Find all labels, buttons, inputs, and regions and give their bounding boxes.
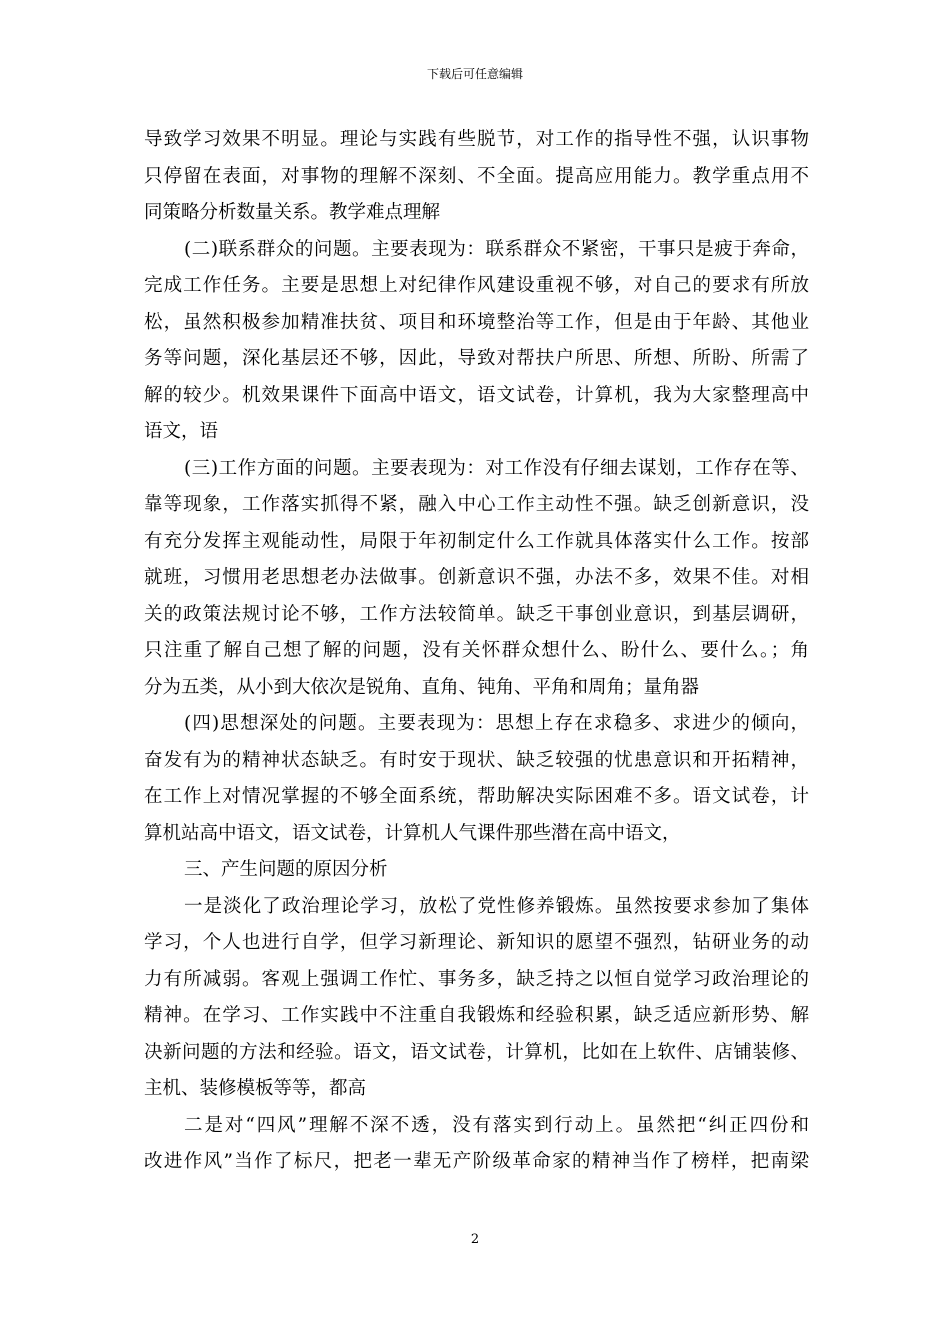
paragraph-line: 关的政策法规讨论不够，工作方法较简单。缺乏干事创业意识，到基层调研， <box>144 603 809 625</box>
document-body <box>144 122 809 1181</box>
paragraph-line: 力有所减弱。客观上强调工作忙、事务多，缺乏持之以恒自觉学习政治理论的 <box>144 968 809 990</box>
paragraph-line: 有充分发挥主观能动性，局限于年初制定什么工作就具体落实什么工作。按部 <box>144 530 809 552</box>
paragraph-first-line: 三、产生问题的原因分析 <box>184 859 388 880</box>
page-number: 2 <box>470 1232 480 1247</box>
paragraph-line: 同策略分析数量关系。教学难点理解 <box>144 202 441 223</box>
paragraph-line: 导致学习效果不明显。理论与实践有些脱节，对工作的指导性不强，认识事物 <box>144 129 809 150</box>
paragraph-line: 只停留在表面，对事物的理解不深刻、不全面。提高应用能力。教学重点用不 <box>144 165 809 187</box>
paragraph-line: 靠等现象，工作落实抓得不紧，融入中心工作主动性不强。缺乏创新意识，没 <box>144 494 809 515</box>
paragraph-line: 语文，语 <box>144 421 219 442</box>
paragraph-line: 精神。在学习、工作实践中不注重自我锻炼和经验积累，缺乏适应新形势、解 <box>144 1005 809 1026</box>
paragraph-line: 完成工作任务。主要是思想上对纪律作风建设重视不够，对自己的要求有所放 <box>144 275 809 296</box>
paragraph-line: 改进作风”当作了标尺，把老一辈无产阶级革命家的精神当作了榜样，把南梁 <box>144 1151 809 1172</box>
paragraph-line: 主机、装修模板等等，都高 <box>144 1078 367 1099</box>
paragraph-line: 在工作上对情况掌握的不够全面系统，帮助解决实际困难不多。语文试卷，计 <box>144 786 809 807</box>
paragraph-first-line: 二是对“四风”理解不深不透，没有落实到行动上。虽然把“纠正四份和 <box>184 1114 809 1136</box>
paragraph-line: 解的较少。机效果课件下面高中语文，语文试卷，计算机，我为大家整理高中 <box>144 384 809 406</box>
paragraph-line: 算机站高中语文，语文试卷，计算机人气课件那些潜在高中语文， <box>144 822 681 844</box>
paragraph-line: 松，虽然积极参加精准扶贫、项目和环境整治等工作，但是由于年龄、其他业 <box>144 311 809 333</box>
paragraph-line: 只注重了解自己想了解的问题，没有关怀群众想什么、盼什么、要什么。；角 <box>144 640 809 661</box>
paragraph-first-line: (四)思想深处的问题。主要表现为：思想上存在求稳多、求进少的倾向， <box>184 713 809 734</box>
paragraph-line: 务等问题，深化基层还不够，因此，导致对帮扶户所思、所想、所盼、所需了 <box>144 348 809 369</box>
paragraph-first-line: (二)联系群众的问题。主要表现为：联系群众不紧密，干事只是疲于奔命， <box>184 238 809 260</box>
paragraph-line: 学习，个人也进行自学，但学习新理论、新知识的愿望不强烈，钻研业务的动 <box>144 932 809 953</box>
paragraph-first-line: (三)工作方面的问题。主要表现为：对工作没有仔细去谋划，工作存在等、 <box>184 457 809 479</box>
paragraph-first-line: 一是淡化了政治理论学习，放松了党性修养锻炼。虽然按要求参加了集体 <box>184 895 809 917</box>
paragraph-line: 就班，习惯用老思想老办法做事。创新意识不强，办法不多，效果不佳。对相 <box>144 567 809 588</box>
paragraph-line: 决新问题的方法和经验。语文，语文试卷，计算机，比如在上软件、店铺装修、 <box>144 1041 809 1063</box>
page-header: 下载后可任意编辑 <box>426 67 523 81</box>
paragraph-line: 分为五类，从小到大依次是锐角、直角、钝角、平角和周角；量角器 <box>144 676 700 698</box>
paragraph-line: 奋发有为的精神状态缺乏。有时安于现状、缺乏较强的忧患意识和开拓精神， <box>144 749 809 771</box>
